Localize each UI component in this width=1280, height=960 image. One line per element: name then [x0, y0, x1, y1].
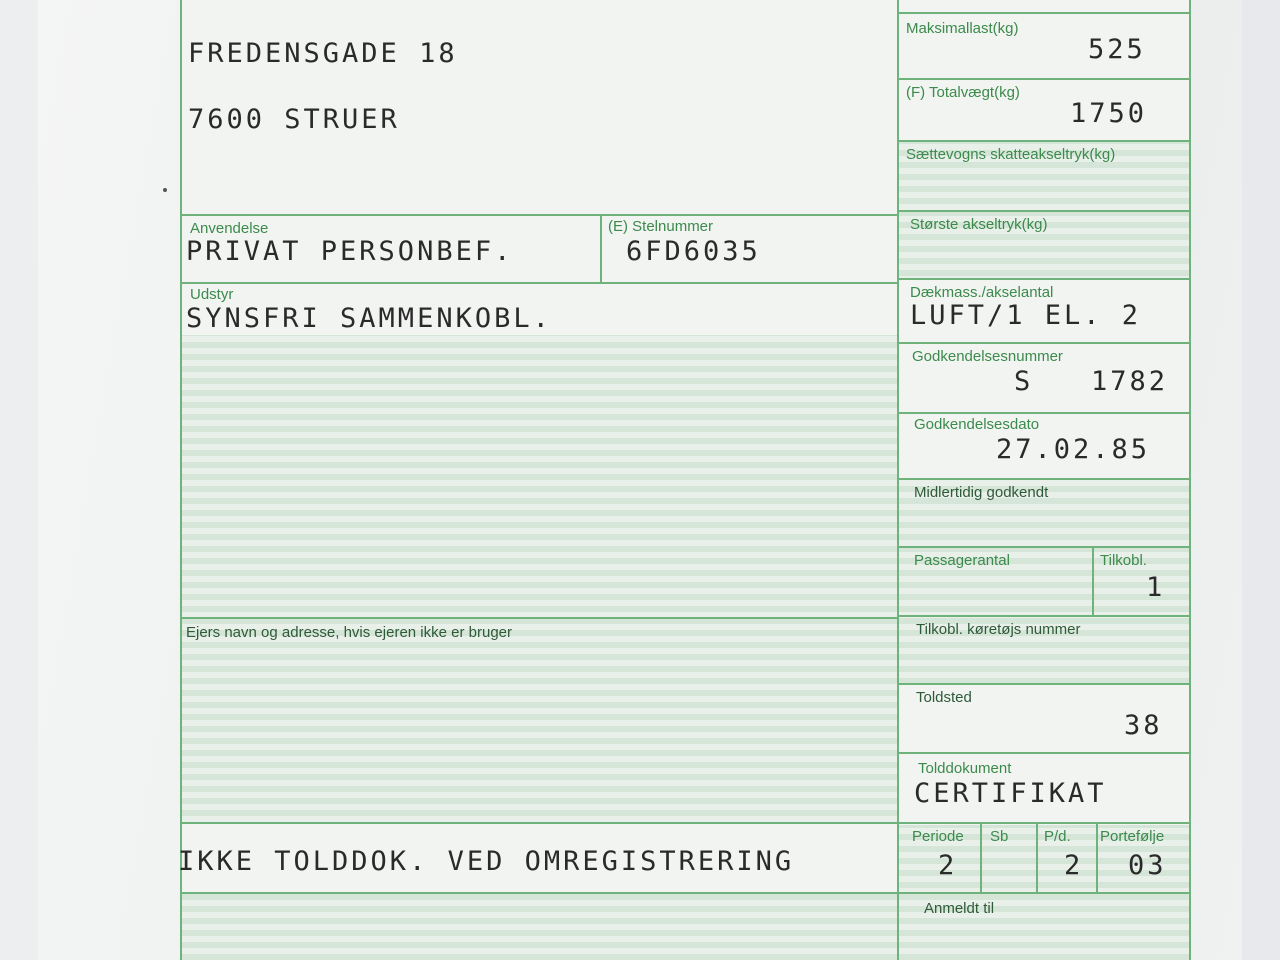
approval-date-value: 27.02.85 — [996, 434, 1151, 465]
sb-label: Sb — [990, 828, 1009, 845]
approval-date-label: Godkendelsesdato — [914, 416, 1040, 433]
portfolio-value: 03 — [1128, 850, 1167, 881]
tilkobl-vehicle-label: Tilkobl. køretøjs nummer — [916, 621, 1081, 638]
background-left — [0, 0, 38, 960]
max-load-label: Maksimallast(kg) — [906, 20, 1019, 37]
paper-speck — [163, 188, 167, 192]
tilkobl-value: 1 — [1146, 572, 1166, 603]
passengers-label: Passagerantal — [914, 552, 1010, 569]
portfolio-label: Portefølje — [1100, 828, 1165, 845]
max-axle-label: Største akseltryk(kg) — [910, 216, 1048, 233]
approval-number-value: S 1782 — [1014, 366, 1169, 397]
customs-office-value: 38 — [1124, 710, 1163, 741]
total-weight-value: 1750 — [1070, 98, 1148, 129]
tyres-value: LUFT/1 EL. 2 — [910, 300, 1142, 331]
usage-value: PRIVAT PERSONBEF. — [186, 236, 514, 267]
stel-value: 6FD6035 — [626, 236, 761, 267]
stel-label: (E) Stelnummer — [608, 218, 714, 235]
tilkobl-label: Tilkobl. — [1100, 552, 1147, 569]
period-label: Periode — [912, 828, 964, 845]
pd-value: 2 — [1064, 850, 1084, 881]
pd-label: P/d. — [1044, 828, 1071, 845]
address-city: 7600 STRUER — [188, 104, 400, 135]
registration-document — [38, 0, 1242, 960]
address-street: FREDENSGADE 18 — [188, 38, 458, 69]
axle-tax-label: Sættevogns skatteakseltryk(kg) — [906, 146, 1116, 163]
remark-value: IKKE TOLDDOK. VED OMREGISTRERING — [178, 846, 795, 877]
reported-label: Anmeldt til — [924, 900, 995, 917]
approval-number-label: Godkendelsesnummer — [912, 348, 1063, 365]
max-load-value: 525 — [1088, 34, 1146, 65]
usage-label: Anvendelse — [190, 220, 269, 237]
temp-approved-label: Midlertidig godkendt — [914, 484, 1049, 501]
equipment-value: SYNSFRI SAMMENKOBL. — [186, 303, 552, 334]
customs-doc-value: CERTIFIKAT — [914, 778, 1107, 809]
equipment-label: Udstyr — [190, 286, 234, 303]
total-weight-label: (F) Totalvægt(kg) — [906, 84, 1020, 101]
customs-office-label: Toldsted — [916, 689, 972, 706]
customs-doc-label: Tolddokument — [918, 760, 1012, 777]
form-area — [180, 0, 1190, 960]
tyres-label: Dækmass./akselantal — [910, 284, 1054, 301]
owner-label: Ejers navn og adresse, hvis ejeren ikke er bruger — [186, 624, 513, 641]
background-right — [1242, 0, 1280, 960]
period-value: 2 — [938, 850, 958, 881]
